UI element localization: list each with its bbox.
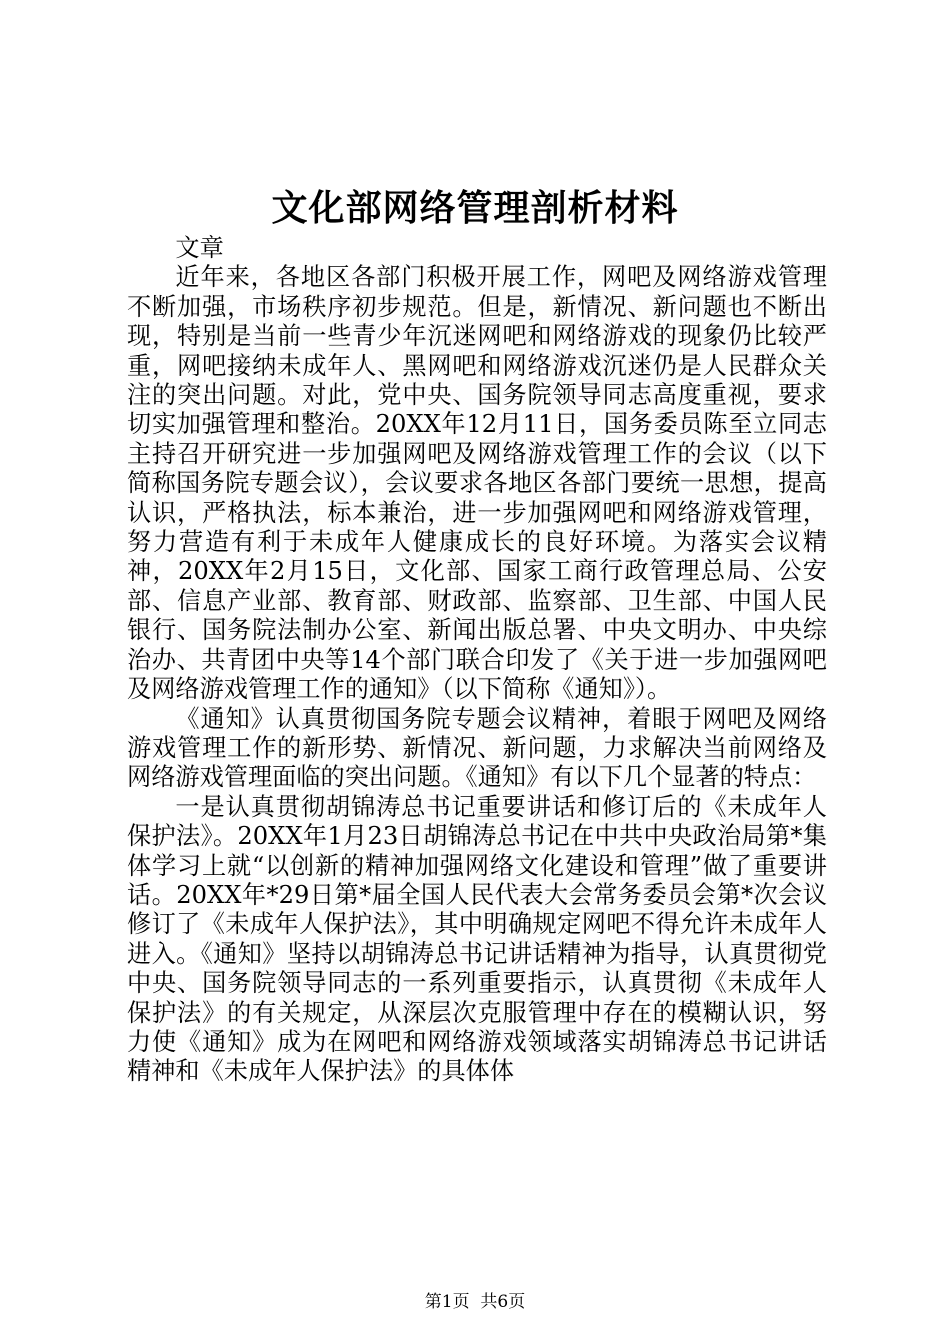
document-body bbox=[127, 234, 827, 1087]
paragraph-2: 《通知》认真贯彻国务院专题会议精神，着眼于网吧及网络游戏管理工作的新形势、新情况、新问题，力求解决当前网络及网络游戏管理面临的突出问题。《通知》有以下几个显著的特点： bbox=[127, 704, 827, 792]
page-footer bbox=[0, 1290, 950, 1314]
paragraph-3: 一是认真贯彻胡锦涛总书记重要讲话和修订后的《未成年人保护法》。20XX年1月23日胡锦涛总书记在中共中央政治局第*集体学习上就“以创新的精神加强网络文化建设和管理”做了重要讲话。20XX年*29日第*届全国人民代表大会常务委员会第*次会议修订了《未成年人保护法》，其中明确规定网吧不得允许未成年人进入。《通知》坚持以胡锦涛总书记讲话精神为指导，认真贯彻党中央、国务院领导同志的一系列重要指示，认真贯彻《未成年人保护法》的有关规定，从深层次克服管理中存在的模糊认识，努力使《通知》成为在网吧和网络游戏领域落实胡锦涛总书记讲话精神和《未成年人保护法》的具体体 bbox=[127, 792, 827, 1086]
page-number: 第1页 共6页 bbox=[424, 1292, 526, 1312]
document-label: 文章 bbox=[175, 234, 224, 262]
document-title: 文化部网络管理剖析材料 bbox=[271, 187, 679, 229]
paragraph-1: 近年来，各地区各部门积极开展工作，网吧及网络游戏管理不断加强，市场秩序初步规范。但是，新情况、新问题也不断出现，特别是当前一些青少年沉迷网吧和网络游戏的现象仍比较严重，网吧接纳未成年人、黑网吧和网络游戏沉迷仍是人民群众关注的突出问题。对此，党中央、国务院领导同志高度重视，要求切实加强管理和整治。20XX年12月11日，国务委员陈至立同志主持召开研究进一步加强网吧及网络游戏管理工作的会议（以下简称国务院专题会议），会议要求各地区各部门要统一思想，提高认识，严格执法，标本兼治，进一步加强网吧和网络游戏管理，努力营造有利于未成年人健康成长的良好环境。为落实会议精神，20XX年2月15日，文化部、国家工商行政管理总局、公安部、信息产业部、教育部、财政部、监察部、卫生部、中国人民银行、国务院法制办公室、新闻出版总署、中央文明办、中央综治办、共青团中央等14个部门联合印发了《关于进一步加强网吧及网络游戏管理工作的通知》（以下简称《通知》）。 bbox=[127, 263, 827, 704]
